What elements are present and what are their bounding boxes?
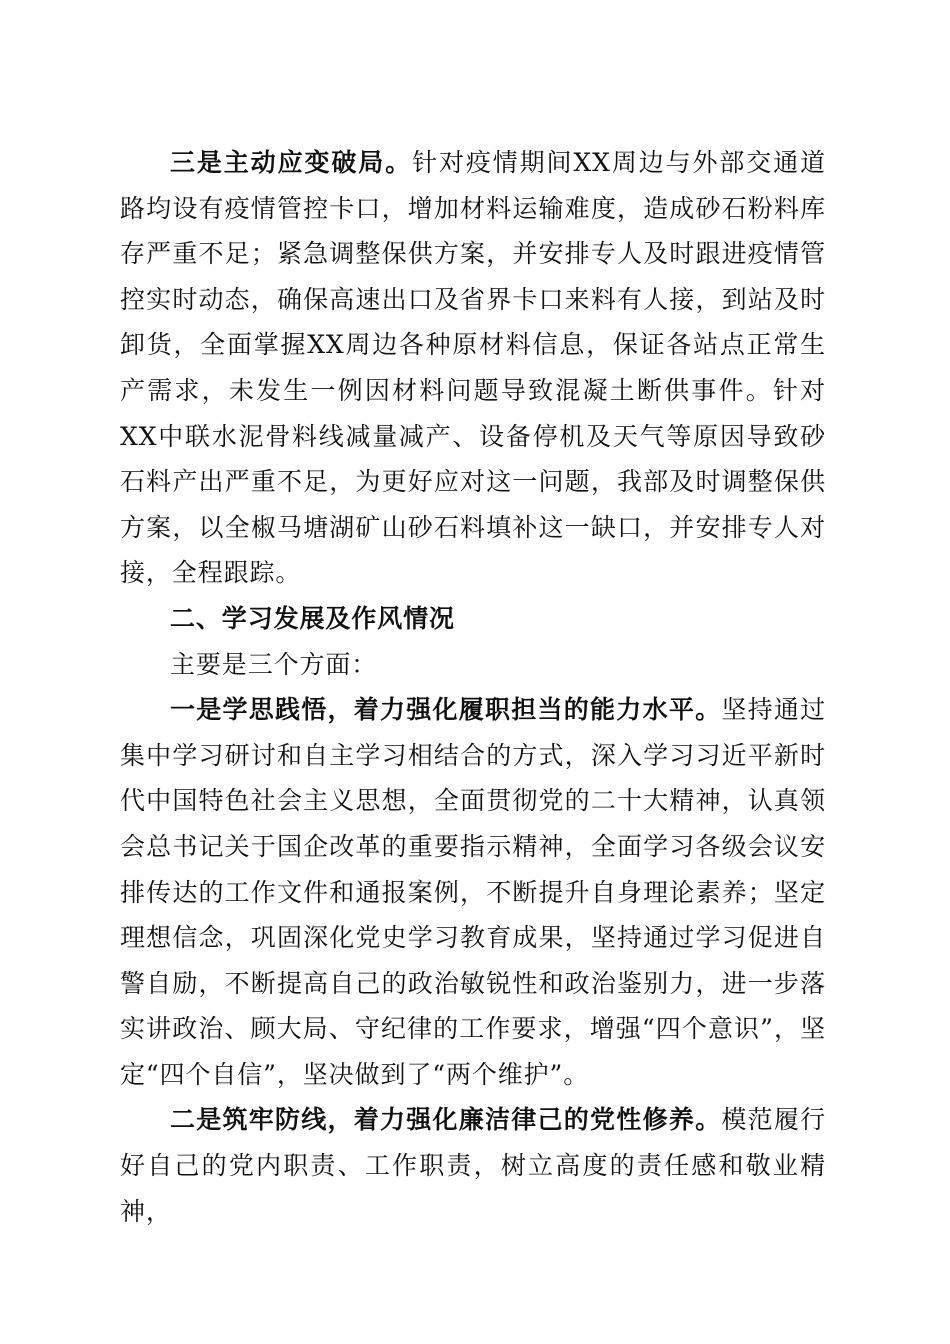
paragraph-lead: 二是筑牢防线，着力强化廉洁律己的党性修养。 [170, 1105, 722, 1135]
paragraph-body: 针对疫情期间XX周边与外部交通道路均设有疫情管控卡口，增加材料运输难度，造成砂石粉料库存严重不足；紧急调整保供方案，并安排专人及时跟进疫情管控实时动态，确保高速出口及省界卡口来料有人接，到站及时卸货，全面掌握XX周边各种原材料信息，保证各站点正常生产需求，未发生一例因材料问题导致混凝土断供事件。针对XX中联水泥骨料线减量减产、设备停机及天气等原因导致砂石料产出严重不足，为更好应对这一问题，我部及时调整保供方案，以全椒马塘湖矿山砂石料填补这一缺口，并安排专人对接，全程跟踪。 [120, 148, 826, 588]
paragraph-lead: 三是主动应变破局。 [170, 148, 413, 177]
paragraph-body: 模范履行好自己的党内职责、工作职责，树立高度的责任感和敬业精神， [120, 1105, 826, 1226]
paragraph-integrity [120, 1097, 826, 1234]
section-intro: 主要是三个方面： [170, 649, 378, 679]
paragraph-lead: 一是学思践悟，着力强化履职担当的能力水平。 [170, 695, 722, 725]
paragraph-study-practice [120, 687, 826, 1097]
paragraph-proactive-response [120, 140, 826, 596]
document-page [120, 140, 826, 1234]
section-heading: 二、学习发展及作风情况 [170, 603, 455, 633]
paragraph-body: 坚持通过集中学习研讨和自主学习相结合的方式，深入学习习近平新时代中国特色社会主义思想，全面贯彻党的二十大精神，认真领会总书记关于国企改革的重要指示精神，全面学习各级会议安排传达的工作文件和通报案例，不断提升自身理论素养；坚定理想信念，巩固深化党史学习教育成果，坚持通过学习促进自警自励，不断提高自己的政治敏锐性和政治鉴别力，进一步落实讲政治、顾大局、守纪律的工作要求，增强“四个意识”，坚定“四个自信”，坚决做到了“两个维护”。 [120, 695, 826, 1089]
